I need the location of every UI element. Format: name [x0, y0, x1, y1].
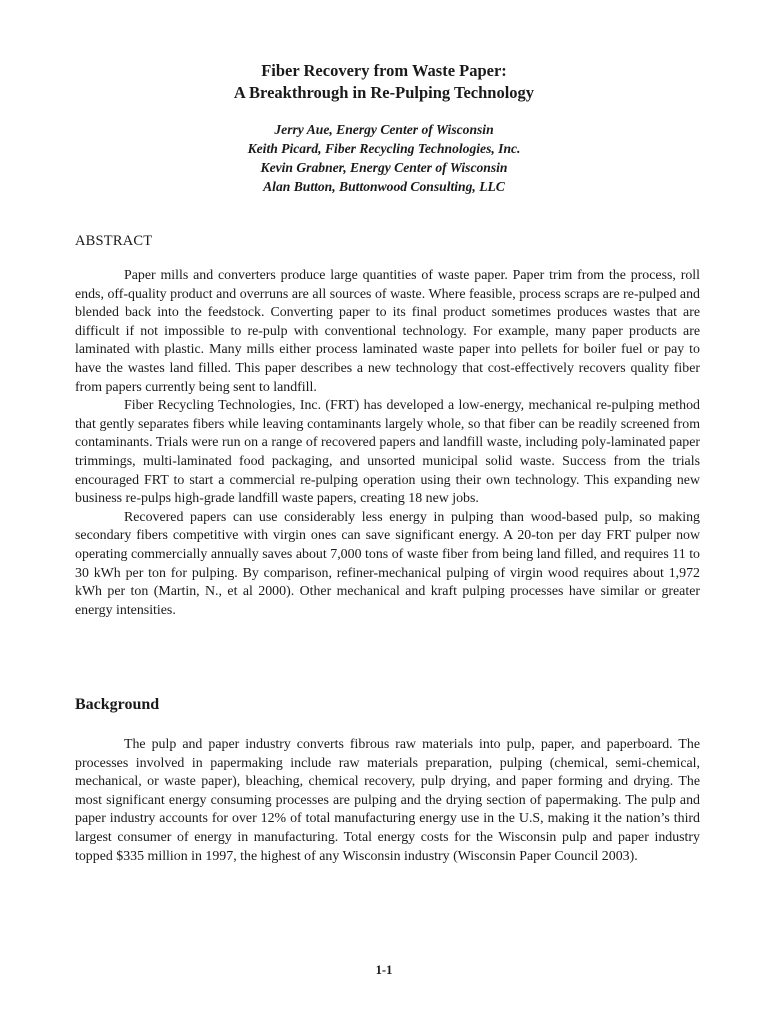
- abstract-paragraph: Fiber Recycling Technologies, Inc. (FRT) has developed a low-energy, mechanical re-pulping method that gently separates fibers while leaving contaminants largely whole, so that fiber can be readily screened from contaminants. Trials were run on a range of recovered papers and landfill waste, including poly-laminated paper trimmings, multi-laminated food packaging, and unsorted municipal solid waste. Success from the trials encouraged FRT to start a commercial re-pulping operation using their own technology. This expanding new business re-pulps high-grade landfill waste papers, creating 18 new jobs.: [75, 398, 700, 507]
- author-line: Jerry Aue, Energy Center of Wisconsin: [274, 122, 494, 137]
- background-body: [75, 736, 700, 866]
- author-line: Keith Picard, Fiber Recycling Technologies, Inc.: [247, 141, 521, 156]
- abstract-body: [75, 267, 700, 620]
- title-line-1: Fiber Recovery from Waste Paper:: [261, 61, 507, 80]
- paper-title: [0, 60, 768, 104]
- author-line: Alan Button, Buttonwood Consulting, LLC: [263, 179, 505, 194]
- page-number: 1-1: [375, 963, 393, 977]
- background-paragraph: The pulp and paper industry converts fibrous raw materials into pulp, paper, and paperboard. The processes involved in papermaking include raw materials preparation, pulping (chemical, semi-chemical, mechanical, or waste paper), bleaching, chemical recovery, pulp drying, and paper forming and drying. The most significant energy consuming processes are pulping and the drying section of papermaking. The pulp and paper industry accounts for over 12% of total manufacturing energy use in the U.S, making it the nation’s third largest consumer of energy in manufacturing. Total energy costs for the Wisconsin pulp and paper industry topped $335 million in 1997, the highest of any Wisconsin industry (Wisconsin Paper Council 2003).: [75, 737, 700, 864]
- background-heading: Background: [75, 696, 160, 713]
- abstract-heading: ABSTRACT: [75, 233, 153, 249]
- abstract-paragraph: Recovered papers can use considerably less energy in pulping than wood-based pulp, so making secondary fibers competitive with virgin ones can save significant energy. A 20-ton per day FRT pulper now operating commercially annually saves about 7,000 tons of waste fiber from being land filled, and requires 11 to 30 kWh per ton for pulping. By comparison, refiner-mechanical pulping of virgin wood requires about 1,972 kWh per ton (Martin, N., et al 2000). Other mechanical and kraft pulping processes have similar or greater energy intensities.: [75, 509, 700, 618]
- abstract-paragraph: Paper mills and converters produce large quantities of waste paper. Paper trim from the process, roll ends, off-quality product and overruns are all sources of waste. Where feasible, process scraps are re-pulped and blended back into the feedstock. Converting paper to its final product sometimes produces wastes that are difficult if not impossible to re-pulp with conventional technology. For example, many paper products are laminated with plastic. Many mills either process laminated waste paper into pellets for boiler fuel or pay to have the wastes land filled. This paper describes a new technology that cost-effectively recovers quality fiber from papers currently being sent to landfill.: [75, 268, 700, 395]
- author-line: Kevin Grabner, Energy Center of Wisconsin: [260, 160, 508, 175]
- title-line-2: A Breakthrough in Re-Pulping Technology: [233, 83, 535, 102]
- author-list: [0, 120, 768, 196]
